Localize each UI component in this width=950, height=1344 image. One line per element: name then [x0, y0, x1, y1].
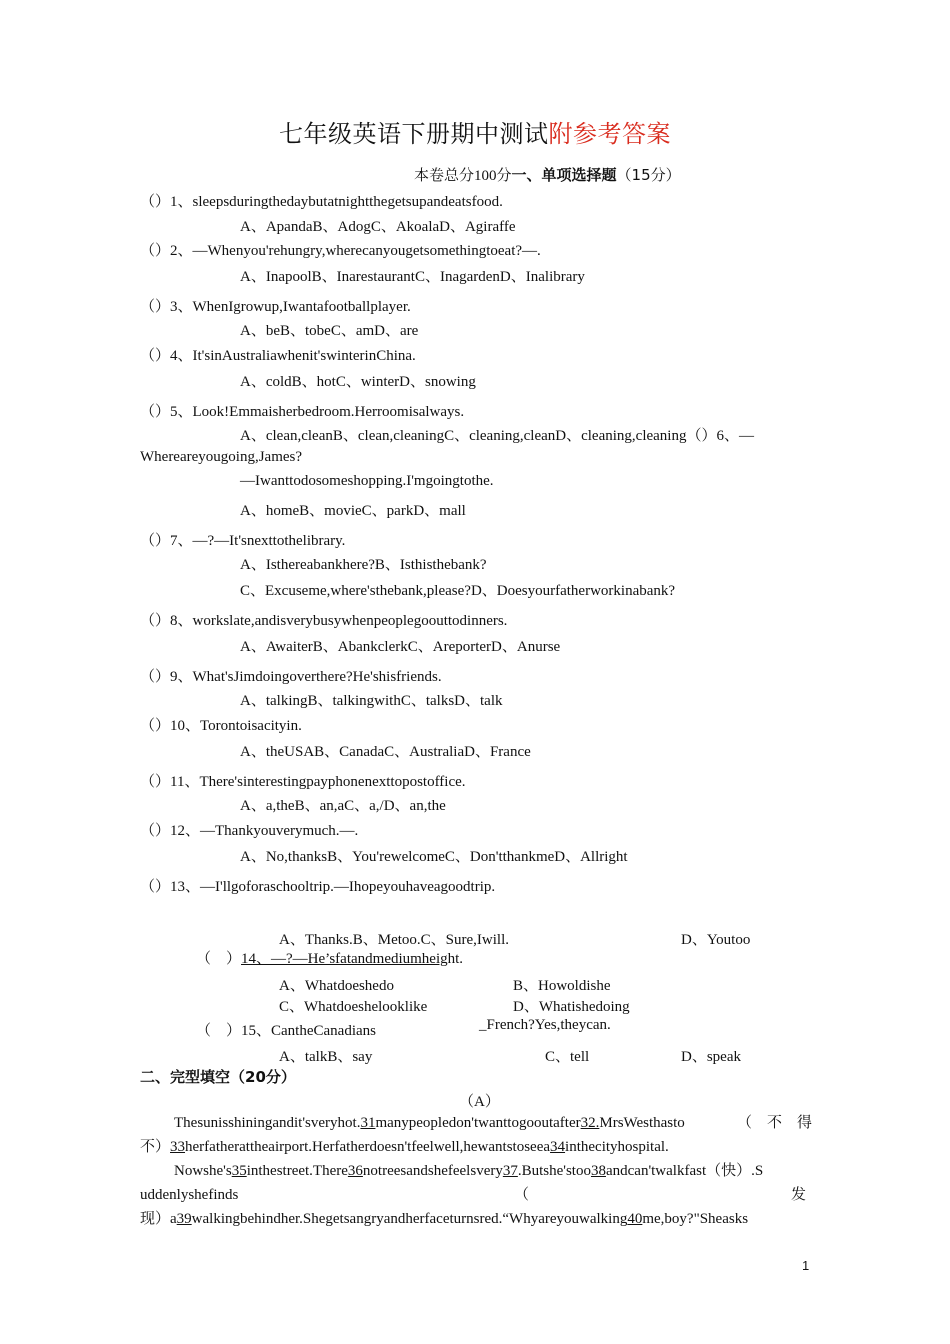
- question-6-line2: —Iwanttodosomeshopping.I'mgoingtothe.: [240, 473, 494, 489]
- question-15-stem: [196, 1019, 376, 1040]
- section1-title: 一、单项选择题: [511, 166, 617, 184]
- question-15-option-d: D、speak: [681, 1049, 741, 1065]
- blank-31: 31: [360, 1115, 376, 1131]
- question-9-stem: （）9、What'sJimdoingoverthere?He'shisfriends.: [140, 669, 442, 685]
- section1-points: （15分）: [616, 166, 681, 184]
- question-6-stem: Whereareyougoing,James?: [140, 449, 303, 465]
- question-11-options: A、a,theB、an,aC、a,/D、an,the: [240, 798, 446, 814]
- question-13-option-d: D、Youtoo: [681, 932, 751, 948]
- passage-line-4: uddenlyshefinds: [140, 1187, 239, 1203]
- passage-text: inthecityhospital.: [565, 1139, 669, 1155]
- passage-line-4-paren: （: [514, 1187, 530, 1203]
- question-14-option-d: D、Whatishedoing: [513, 999, 630, 1015]
- question-12-stem: （）12、—Thankyouverymuch.—.: [140, 823, 359, 839]
- question-15-option-c: C、tell: [545, 1049, 590, 1065]
- question-13-options-abc: A、Thanks.B、Metoo.C、Sure,Iwill.: [279, 932, 509, 948]
- subtitle: [414, 164, 681, 185]
- question-3-stem: （）3、WhenIgrowup,Iwantafootballplayer.: [140, 299, 411, 315]
- title-answer-note: 附参考答案: [548, 120, 671, 148]
- question-7-options-cd: C、Excuseme,where'sthebank,please?D、Doesyourfatherworkinabank?: [240, 583, 676, 599]
- blank-40: 40: [627, 1211, 643, 1227]
- blank-32: 32.: [580, 1115, 600, 1131]
- blank-37: 37: [502, 1163, 518, 1179]
- blank-35: 35: [231, 1163, 247, 1179]
- section2-part-label: （A）: [459, 1094, 500, 1110]
- question-10-stem: （）10、Torontoisacityin.: [140, 718, 302, 734]
- question-1-stem: （）1、sleepsduringthedaybutatnightthegetsupandeatsfood.: [140, 194, 503, 210]
- passage-text: 不）: [140, 1139, 171, 1155]
- passage-text: me,boy?"Sheasks: [642, 1211, 749, 1227]
- question-11-stem: （）11、There'sinterestingpayphonenexttopostoffice.: [140, 774, 466, 790]
- question-7-options-ab: A、Isthereabankhere?B、Isthisthebank?: [240, 557, 487, 573]
- passage-line-2: [140, 1135, 669, 1159]
- question-5-options: A、clean,cleanB、clean,cleaningC、cleaning,cleanD、cleaning,cleaning（）6、—: [240, 428, 754, 444]
- passage-line-5: [140, 1207, 748, 1231]
- question-14-stem: [196, 947, 463, 968]
- question-15-text-2: _French?Yes,theycan.: [479, 1017, 611, 1033]
- question-7-stem: （）7、—?—It'snexttothelibrary.: [140, 533, 346, 549]
- question-2-stem: （）2、—Whenyou'rehungry,wherecanyougetsomethingtoeat?—.: [140, 243, 541, 259]
- question-15-text: 15、CantheCanadians: [241, 1023, 376, 1039]
- question-14-option-a: A、Whatdoeshedo: [279, 978, 394, 994]
- question-14-option-b: B、Howoldishe: [513, 978, 611, 994]
- question-5-stem: （）5、Look!Emmaisherbedroom.Herroomisalways.: [140, 404, 465, 420]
- passage-line-4-end: 发: [791, 1187, 807, 1203]
- question-10-options: A、theUSAB、CanadaC、AustraliaD、France: [240, 744, 531, 760]
- passage-text: Thesunisshiningandit'sveryhot.: [174, 1115, 361, 1131]
- passage-text: walkingbehindher.Shegetsangryandherfaceturnsred.“Whyareyouwalking: [191, 1211, 628, 1227]
- passage-text: andcan'twalkfast（快）.S: [605, 1163, 764, 1179]
- answer-paren: （ ）: [196, 951, 242, 967]
- question-3-options: A、beB、tobeC、amD、are: [240, 323, 419, 339]
- blank-38: 38: [590, 1163, 606, 1179]
- blank-33: 33: [170, 1139, 186, 1155]
- answer-paren: （ ）: [196, 1023, 242, 1039]
- blank-34: 34: [550, 1139, 566, 1155]
- blank-39: 39: [176, 1211, 192, 1227]
- question-8-options: A、AwaiterB、AbankclerkC、AreporterD、Anurse: [240, 639, 561, 655]
- passage-text: 现）a: [140, 1211, 177, 1227]
- question-14-underlined: 14、—?—He’sfatandmediumheig: [241, 951, 448, 967]
- passage-line-1: [174, 1111, 685, 1135]
- passage-line-3: [174, 1159, 763, 1183]
- question-12-options: A、No,thanksB、You'rewelcomeC、Don'tthankmeD、Allright: [240, 849, 628, 865]
- question-14-end: ht.: [447, 951, 464, 967]
- question-1-options: A、ApandaB、AdogC、AkoalaD、Agiraffe: [240, 219, 516, 235]
- passage-text: herfatherattheairport.Herfatherdoesn'tfeelwell,hewantstoseea: [185, 1139, 551, 1155]
- section2-title: 二、完型填空（20分）: [140, 1068, 296, 1086]
- page-title: [0, 114, 950, 149]
- passage-text: .Butshe'stoo: [517, 1163, 591, 1179]
- passage-line-1-end: （ 不 得: [737, 1115, 813, 1131]
- question-14-option-c: C、Whatdoeshelooklike: [279, 999, 428, 1015]
- blank-36: 36: [347, 1163, 363, 1179]
- question-8-stem: （）8、workslate,andisverybusywhenpeoplegoouttodinners.: [140, 613, 508, 629]
- question-6-options: A、homeB、movieC、parkD、mall: [240, 503, 466, 519]
- passage-text: Nowshe's: [174, 1163, 232, 1179]
- title-main: 七年级英语下册期中测试: [279, 120, 549, 148]
- page-number: 1: [802, 1258, 810, 1273]
- question-2-options: A、InapoolB、InarestaurantC、InagardenD、Inalibrary: [240, 269, 585, 285]
- total-score: 本卷总分100分: [414, 168, 512, 184]
- passage-text: notreesandshefeelsvery: [362, 1163, 503, 1179]
- question-13-stem: （）13、—I'llgoforaschooltrip.—Ihopeyouhaveagoodtrip.: [140, 879, 496, 895]
- question-4-stem: （）4、It'sinAustraliawhenit'swinterinChina.: [140, 348, 416, 364]
- passage-text: manypeopledon'twanttogooutafter: [375, 1115, 581, 1131]
- question-4-options: A、coldB、hotC、winterD、snowing: [240, 374, 476, 390]
- passage-text: MrsWesthasto: [599, 1115, 685, 1131]
- passage-text: inthestreet.There: [246, 1163, 348, 1179]
- question-15-options-ab: A、talkB、say: [279, 1049, 373, 1065]
- question-9-options: A、talkingB、talkingwithC、talksD、talk: [240, 693, 503, 709]
